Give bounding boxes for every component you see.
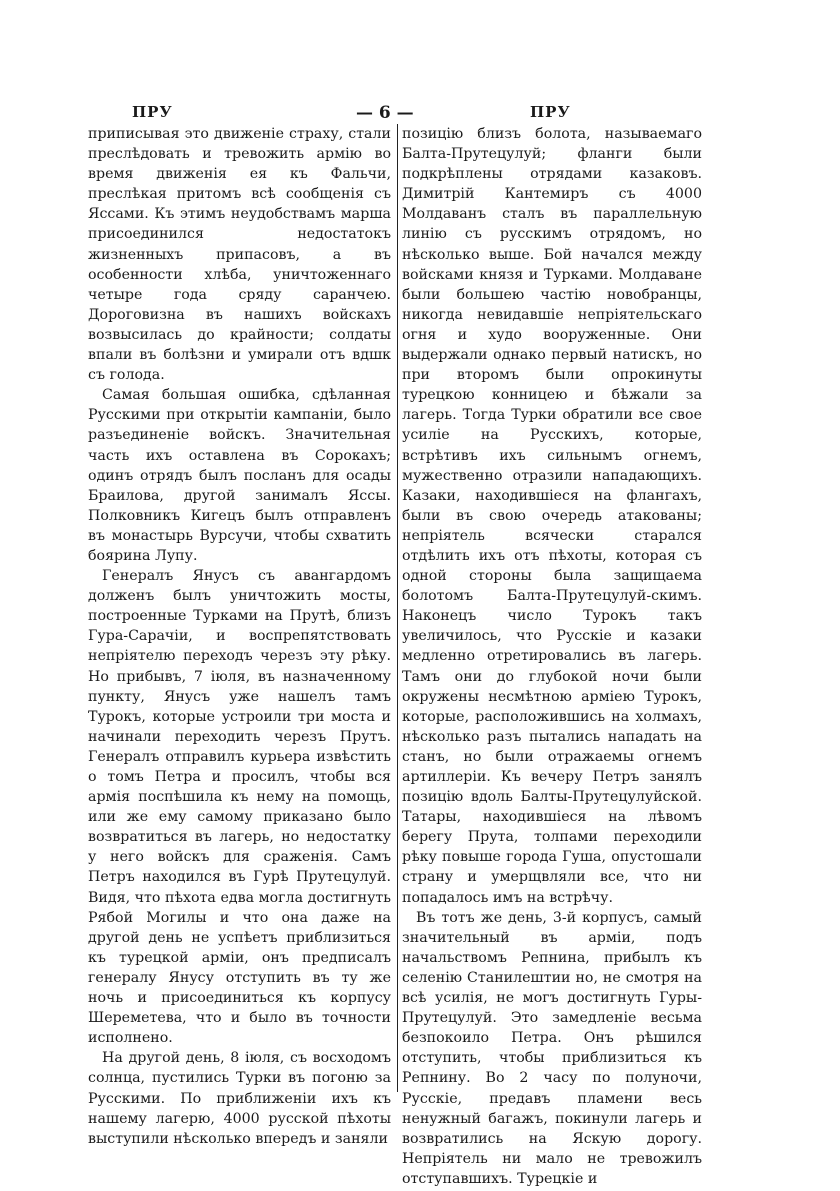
paragraph: Самая большая ошибка, сдѣланная Русскими при открытіи кампаніи, было разъединеніе войскъ. Значительная часть ихъ оставлена въ Сорокахъ; одинъ отрядъ былъ посланъ для осады Браилова, другой занималъ Яссы. Полковникъ Кигецъ былъ отправленъ въ монастырь Вурсучи, чтобы схватить боярина Лупу. — [88, 387, 391, 564]
paragraph: На другой день, 8 іюля, съ восходомъ солнца, пустились Турки въ погоню за Русскими. По приближеніи ихъ къ нашему лагерю, 4000 русской пѣхоты выступили нѣсколько впередъ и заняли — [88, 1050, 391, 1147]
page-number: — 6 — — [356, 103, 414, 123]
left-column — [88, 124, 391, 1147]
running-head-left: ПРУ — [132, 103, 173, 121]
paragraph: Въ тотъ же день, 3-й корпусъ, самый значительный въ арміи, подъ начальствомъ Репнина, прибылъ къ селенію Станилештии но, не смотря на всѣ усилія, не могъ достигнуть Гуры-Прутецулуй. Это замедленіе весьма безпокоило Петра. Онъ рѣшился отступить, чтобы приблизиться къ Репнину. Во 2 часу по полуночи, Русскіе, предавъ пламени весь ненужный багажъ, покинули лагерь и возвратились на Яскую дорогу. Непріятель ни мало не тревожилъ отступавшихъ. Турецкіе и — [402, 909, 702, 1187]
paragraph: позицію близъ болота, называемаго Балта-Прутецулуй; фланги были подкрѣплены отрядами казаковъ. Димитрій Кантемиръ съ 4000 Молдаванъ сталъ въ параллельную линію съ русскимъ отрядомъ, но нѣсколько выше. Бой начался между войсками князя и Турками. Молдаване были большею частію новобранцы, никогда невидавшіе непріятельскаго огня и худо вооруженные. Они выдержали однако первый натискъ, но при второмъ были опрокинуты турецкою конницею и бѣжали за лагерь. Тогда Турки обратили все свое усиліе на Русскихъ, которые, встрѣтивъ ихъ сильнымъ огнемъ, мужественно отразили нападающихъ. Казаки, находившіеся на флангахъ, были въ свою очередь атакованы; непріятель всячески старался отдѣлить ихъ отъ пѣхоты, которая съ одной стороны была защищаема болотомъ Балта-Прутецулуй-скимъ. Наконецъ число Турокъ такъ увеличилось, что Русскіе и казаки медленно отретировались въ лагерь. Тамъ они до глубокой ночи были окружены несмѣтною арміею Турокъ, которые, расположившись на холмахъ, нѣсколько разъ пытались нападать на станъ, но были отражаемы огнемъ артиллеріи. Къ вечеру Петръ занялъ позицію вдоль Балты-Прутецулуйской. Татары, находившіеся на лѣвомъ берегу Прута, толпами переходили рѣку повыше города Гуша, опустошали страну и умерщвляли все, что ни попадалось имъ на встрѣчу. — [402, 126, 702, 906]
right-column — [402, 124, 702, 1187]
paragraph: Генералъ Янусъ съ авангардомъ долженъ былъ уничтожить мосты, построенные Турками на Прутѣ, близъ Гура-Сарачіи, и воспрепятствовать непріятелю переходъ черезъ эту рѣку. Но прибывъ, 7 іюля, въ назначенному пункту, Янусъ уже нашелъ тамъ Турокъ, которые устроили три моста и начинали переходить черезъ Прутъ. Генералъ отправилъ курьера извѣстить о томъ Петра и просилъ, чтобы вся армія поспѣшила къ нему на помощь, или же ему самому приказано было возвратиться въ лагерь, но недостатку у него войскъ для сраженія. Самъ Петръ находился въ Гурѣ Прутецулуй. Видя, что пѣхота едва могла достигнуть Рябой Могилы и что она даже на другой день не успѣетъ приблизиться къ турецкой арміи, онъ предписалъ генералу Янусу отступить въ ту же ночь и присоединиться къ корпусу Шереметева, что и было въ точности исполнено. — [88, 568, 391, 1047]
running-head-right: ПРУ — [530, 103, 571, 121]
paragraph: приписывая это движеніе страху, стали преслѣдовать и тревожить армію во время движенія ея къ Фальчи, преслѣкая притомъ всѣ сообщенія съ Яссами. Къ этимъ неудобствамъ марша присоединился недостатокъ жизненныхъ припасовъ, а въ особенности хлѣба, уничтоженнаго четыре года сряду саранчею. Дороговизна въ нашихъ войскахъ возвысилась до крайности; солдаты впали въ болѣзни и умирали отъ вдшк съ голода. — [88, 126, 391, 384]
column-divider — [397, 124, 398, 1092]
